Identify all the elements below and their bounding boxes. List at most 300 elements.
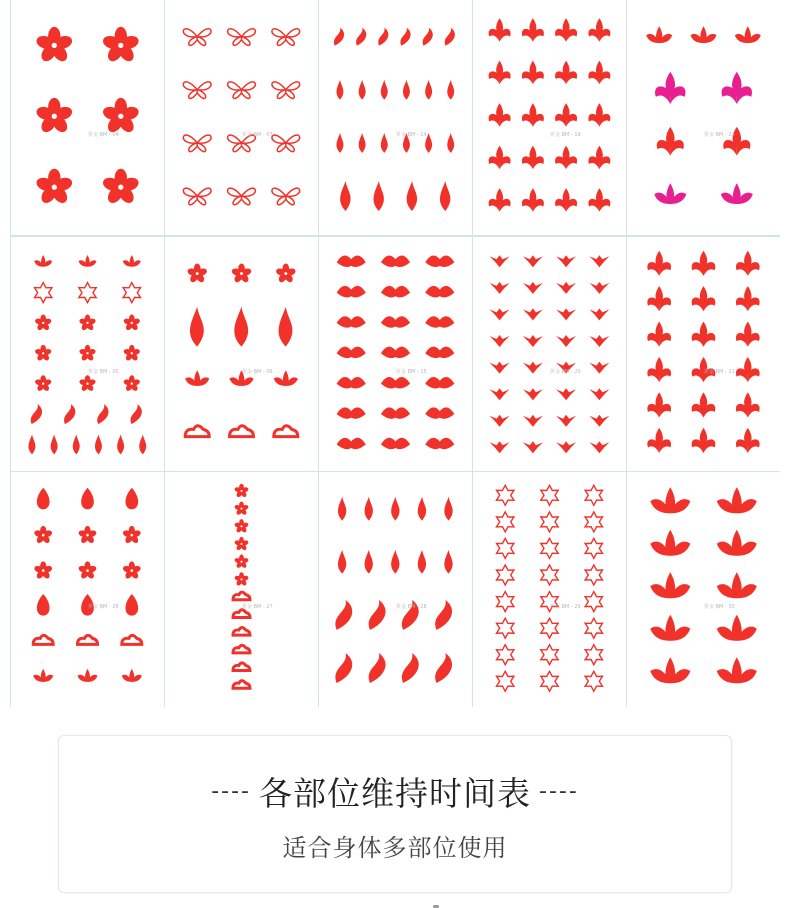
sheet-code: 折金 BM - 30 — [704, 604, 735, 611]
flower5-icon — [35, 98, 74, 135]
swirl-icon — [369, 653, 386, 683]
sheet-code: 折金 BM - 19 — [550, 132, 581, 138]
crown-icon — [490, 335, 510, 347]
swirl-icon — [445, 28, 455, 46]
swirl-icon — [423, 28, 433, 46]
butterfly-icon — [228, 29, 256, 46]
fleur-icon — [736, 357, 760, 382]
drop-icon — [125, 594, 138, 616]
flower5-icon — [34, 314, 52, 331]
scallop-icon — [337, 316, 366, 328]
fleur-icon — [555, 61, 577, 84]
tattoo-sheet — [165, 472, 318, 707]
swirl-icon — [64, 404, 75, 424]
sheet-code: 折金 BM - 05 — [88, 368, 119, 375]
flame-icon — [381, 133, 388, 153]
tattoo-sheet — [165, 237, 318, 472]
scallop-icon — [425, 346, 454, 358]
cloud-icon — [233, 628, 250, 636]
lotus-icon — [717, 657, 757, 683]
star-icon — [497, 512, 514, 532]
flame-icon — [359, 133, 366, 153]
scallop-icon — [381, 286, 410, 298]
flower5-icon — [123, 344, 141, 361]
lotus-icon — [122, 669, 142, 682]
fleur-icon — [736, 392, 760, 417]
sheet-artwork — [165, 472, 318, 707]
crown-icon — [523, 281, 543, 293]
butterfly-icon — [272, 135, 300, 152]
crown-icon — [490, 414, 510, 426]
flame-icon — [337, 133, 344, 153]
star-icon — [541, 512, 558, 532]
flame-icon — [340, 181, 350, 211]
crown-icon — [523, 335, 543, 347]
fleur-icon — [655, 72, 685, 104]
flower5-icon — [35, 27, 74, 64]
lotus-icon — [654, 183, 686, 204]
swirl-icon — [402, 653, 419, 683]
drop-icon — [125, 488, 138, 510]
butterfly-icon — [228, 82, 256, 99]
sheet-artwork — [627, 237, 780, 472]
flower5-icon — [101, 98, 140, 135]
star-icon — [585, 592, 602, 612]
lotus-icon — [717, 572, 757, 598]
sheet-code: 折金 BM - 15 — [396, 368, 427, 375]
cloud-icon — [233, 645, 250, 653]
star-icon — [497, 671, 514, 691]
cloud-icon — [185, 425, 209, 436]
flower5-icon — [79, 344, 97, 361]
butterfly-icon — [272, 82, 300, 99]
info-card — [58, 735, 732, 893]
flame-icon — [418, 550, 426, 574]
flame-icon — [139, 434, 146, 454]
crown-icon — [556, 388, 576, 400]
star-icon — [35, 282, 52, 302]
flower5-icon — [34, 344, 52, 361]
crown-icon — [556, 308, 576, 320]
swirl-icon — [400, 28, 410, 46]
sheet-code: 折金 BM - 27 — [242, 604, 273, 611]
lotus-icon — [735, 26, 761, 43]
sheet-code: 折金 BM - 14 — [396, 132, 427, 138]
flame-icon — [391, 550, 399, 574]
star-icon — [541, 618, 558, 638]
sheet-artwork — [165, 0, 318, 235]
flower5-icon — [33, 562, 52, 581]
fleur-icon — [522, 103, 544, 126]
flower5-icon — [234, 484, 249, 498]
tattoo-sheet — [11, 0, 164, 235]
crown-icon — [589, 388, 609, 400]
crown-icon — [556, 414, 576, 426]
flower5-icon — [78, 526, 97, 545]
fleur-icon — [522, 61, 544, 84]
tattoo-sheet — [473, 472, 626, 707]
star-icon — [497, 592, 514, 612]
lotus-icon — [274, 370, 298, 386]
sheet-artwork — [473, 237, 626, 472]
sheet-artwork — [473, 0, 626, 235]
swirl-icon — [378, 28, 388, 46]
sheet-code: 折金 BM - 28 — [396, 604, 427, 611]
star-icon — [79, 282, 96, 302]
title-dash-right: ---- — [539, 778, 579, 804]
cloud-icon — [274, 425, 298, 436]
scallop-icon — [425, 255, 454, 267]
star-icon — [123, 282, 140, 302]
tattoo-sheet — [627, 472, 780, 707]
fleur-icon — [489, 103, 511, 126]
crown-icon — [523, 255, 543, 267]
flower5-icon — [231, 263, 252, 283]
fleur-icon — [736, 286, 760, 311]
fleur-icon — [489, 188, 511, 211]
fleur-icon — [489, 18, 511, 41]
flame-icon — [444, 497, 452, 521]
lotus-icon — [650, 615, 690, 641]
scallop-icon — [381, 316, 410, 328]
lotus-icon — [717, 487, 757, 513]
tattoo-sheet — [319, 472, 472, 707]
flame-icon — [444, 550, 452, 574]
flame-icon — [234, 306, 248, 346]
flame-icon — [374, 181, 384, 211]
crown-icon — [589, 308, 609, 320]
fleur-icon — [588, 103, 610, 126]
fleur-icon — [692, 321, 716, 346]
flame-icon — [29, 434, 36, 454]
fleur-icon — [647, 427, 671, 452]
sheet-code: 折金 BM - 04 — [88, 132, 119, 138]
flower5-icon — [122, 526, 141, 545]
lotus-icon — [717, 530, 757, 556]
cloud-icon — [233, 592, 250, 600]
lotus-icon — [691, 26, 717, 43]
crown-icon — [556, 281, 576, 293]
flower5-icon — [79, 375, 97, 392]
scallop-icon — [337, 407, 366, 419]
lotus-icon — [78, 669, 98, 682]
star-icon — [497, 485, 514, 505]
flower5-icon — [122, 562, 141, 581]
scallop-icon — [381, 377, 410, 389]
star-icon — [585, 565, 602, 585]
flame-icon — [279, 306, 293, 346]
sheet-code: 折金 BM - 26 — [88, 604, 119, 611]
scallop-icon — [425, 437, 454, 449]
sheet-artwork — [165, 237, 318, 472]
sheet-artwork — [319, 237, 472, 472]
butterfly-icon — [183, 188, 211, 205]
cloud-icon — [33, 636, 53, 645]
flower5-icon — [234, 502, 249, 516]
fleur-icon — [647, 250, 671, 275]
crown-icon — [523, 441, 543, 453]
fleur-icon — [692, 250, 716, 275]
scallop-icon — [381, 437, 410, 449]
fleur-icon — [692, 392, 716, 417]
scallop-icon — [381, 407, 410, 419]
star-icon — [585, 485, 602, 505]
flame-icon — [359, 80, 366, 100]
fleur-icon — [522, 188, 544, 211]
crown-icon — [556, 255, 576, 267]
fleur-icon — [692, 286, 716, 311]
lotus-icon — [123, 255, 141, 267]
sheet-artwork — [319, 472, 472, 707]
crown-icon — [490, 441, 510, 453]
fleur-icon — [555, 188, 577, 211]
star-icon — [585, 645, 602, 665]
butterfly-icon — [183, 82, 211, 99]
tattoo-sheet — [11, 472, 164, 707]
flame-icon — [381, 80, 388, 100]
scallop-icon — [337, 437, 366, 449]
title-dash-left: ---- — [211, 778, 251, 804]
flower5-icon — [234, 519, 249, 533]
lotus-icon — [717, 615, 757, 641]
sheet-artwork — [11, 472, 164, 707]
flower5-icon — [234, 537, 249, 551]
star-icon — [585, 671, 602, 691]
swirl-icon — [435, 600, 452, 630]
crown-icon — [589, 255, 609, 267]
star-icon — [585, 618, 602, 638]
flower5-icon — [78, 562, 97, 581]
flower5-icon — [35, 169, 74, 206]
sheet-artwork — [473, 472, 626, 707]
butterfly-icon — [272, 188, 300, 205]
lotus-icon — [650, 657, 690, 683]
fleur-icon — [588, 61, 610, 84]
crown-icon — [523, 414, 543, 426]
star-icon — [497, 565, 514, 585]
scallop-icon — [337, 377, 366, 389]
flower5-icon — [34, 375, 52, 392]
sheet-artwork — [11, 237, 164, 472]
flower5-icon — [33, 526, 52, 545]
sheet-code: 折金 BM - 06 — [242, 368, 273, 375]
fleur-icon — [588, 18, 610, 41]
lotus-icon — [721, 183, 753, 204]
butterfly-icon — [228, 188, 256, 205]
crown-icon — [523, 308, 543, 320]
flame-icon — [425, 80, 432, 100]
tattoo-sheet — [319, 0, 472, 235]
butterfly-icon — [272, 29, 300, 46]
flower5-icon — [101, 27, 140, 64]
fleur-icon — [722, 72, 752, 104]
fleur-icon — [588, 188, 610, 211]
fleur-icon — [588, 146, 610, 169]
flame-icon — [447, 133, 454, 153]
tattoo-sheet-grid — [10, 0, 780, 707]
lotus-icon — [650, 530, 690, 556]
sheet-code: 折金 BM - 07 — [242, 132, 273, 138]
flower5-icon — [187, 263, 208, 283]
flower5-icon — [123, 375, 141, 392]
sheet-code: 折金 BM - 21 — [704, 368, 735, 375]
flame-icon — [407, 181, 417, 211]
sheet-artwork — [627, 0, 780, 235]
cloud-icon — [233, 610, 250, 618]
crown-icon — [523, 388, 543, 400]
sheet-artwork — [627, 472, 780, 707]
scallop-icon — [337, 255, 366, 267]
flame-icon — [95, 434, 102, 454]
swirl-icon — [369, 600, 386, 630]
flower5-icon — [234, 572, 249, 586]
tattoo-sheet — [627, 237, 780, 472]
star-icon — [497, 539, 514, 559]
sheet-artwork — [11, 0, 164, 235]
crown-icon — [490, 308, 510, 320]
swirl-icon — [131, 404, 142, 424]
swirl-icon — [335, 600, 352, 630]
butterfly-icon — [183, 135, 211, 152]
flame-icon — [117, 434, 124, 454]
fleur-icon — [647, 286, 671, 311]
flower5-icon — [79, 314, 97, 331]
star-icon — [541, 671, 558, 691]
star-icon — [541, 645, 558, 665]
crown-icon — [589, 414, 609, 426]
star-icon — [541, 565, 558, 585]
scallop-icon — [337, 346, 366, 358]
tattoo-sheet — [319, 237, 472, 472]
lotus-icon — [79, 255, 97, 267]
butterfly-icon — [183, 29, 211, 46]
star-icon — [585, 539, 602, 559]
flame-icon — [418, 497, 426, 521]
swirl-icon — [356, 28, 366, 46]
swirl-icon — [97, 404, 108, 424]
star-icon — [497, 645, 514, 665]
card-title: 各部位维持时间表 — [259, 773, 531, 813]
crown-icon — [556, 335, 576, 347]
lotus-icon — [33, 669, 53, 682]
swirl-icon — [335, 653, 352, 683]
fleur-icon — [647, 357, 671, 382]
flame-icon — [403, 80, 410, 100]
fleur-icon — [647, 392, 671, 417]
fleur-icon — [489, 61, 511, 84]
crown-icon — [589, 361, 609, 373]
scallop-icon — [425, 407, 454, 419]
cloud-icon — [122, 636, 142, 645]
drop-icon — [37, 594, 50, 616]
tattoo-sheet — [473, 0, 626, 235]
drop-icon — [81, 488, 94, 510]
flower5-icon — [101, 169, 140, 206]
flame-icon — [365, 497, 373, 521]
fleur-icon — [522, 18, 544, 41]
fleur-icon — [692, 427, 716, 452]
sheet-code: 折金 BM - 29 — [550, 604, 581, 611]
star-icon — [541, 539, 558, 559]
scallop-icon — [425, 286, 454, 298]
lotus-icon — [646, 26, 672, 43]
scallop-icon — [337, 286, 366, 298]
flame-icon — [440, 181, 450, 211]
star-icon — [541, 485, 558, 505]
scallop-icon — [425, 316, 454, 328]
fleur-icon — [736, 250, 760, 275]
scallop-icon — [381, 255, 410, 267]
flame-icon — [447, 80, 454, 100]
lotus-icon — [650, 487, 690, 513]
scallop-icon — [381, 346, 410, 358]
card-subtitle: 适合身体多部位使用 — [282, 834, 508, 862]
flower5-icon — [234, 555, 249, 569]
flame-icon — [365, 550, 373, 574]
tattoo-sheet — [165, 0, 318, 235]
fleur-icon — [736, 321, 760, 346]
crown-icon — [589, 441, 609, 453]
flower5-icon — [275, 263, 296, 283]
crown-icon — [490, 255, 510, 267]
fleur-icon — [555, 103, 577, 126]
lotus-icon — [650, 572, 690, 598]
tattoo-sheet — [473, 237, 626, 472]
fleur-icon — [657, 127, 684, 156]
crown-icon — [490, 361, 510, 373]
swirl-icon — [435, 653, 452, 683]
cloud-icon — [230, 425, 254, 436]
sheet-code: 折金 BM - 20 — [550, 368, 581, 375]
cloud-icon — [233, 663, 250, 671]
sheet-code: 折金 BM - 22 — [704, 132, 735, 138]
fleur-icon — [736, 427, 760, 452]
fleur-icon — [555, 146, 577, 169]
fleur-icon — [489, 146, 511, 169]
swirl-icon — [334, 28, 344, 46]
crown-icon — [523, 361, 543, 373]
flame-icon — [190, 306, 204, 346]
scallop-icon — [425, 377, 454, 389]
flame-icon — [337, 80, 344, 100]
flame-icon — [391, 497, 399, 521]
star-icon — [497, 618, 514, 638]
tattoo-sheet — [11, 237, 164, 472]
crown-icon — [490, 388, 510, 400]
drop-icon — [37, 488, 50, 510]
flame-icon — [51, 434, 58, 454]
flower5-icon — [123, 314, 141, 331]
flame-icon — [73, 434, 80, 454]
flame-icon — [338, 550, 346, 574]
fleur-icon — [647, 321, 671, 346]
crown-icon — [589, 335, 609, 347]
fleur-icon — [555, 18, 577, 41]
lotus-icon — [185, 370, 209, 386]
cloud-icon — [233, 681, 250, 689]
lotus-icon — [34, 255, 52, 267]
cloud-icon — [78, 636, 98, 645]
card-title-row — [59, 766, 731, 816]
fleur-icon — [522, 146, 544, 169]
swirl-icon — [31, 404, 42, 424]
flame-icon — [338, 497, 346, 521]
sheet-artwork — [319, 0, 472, 235]
crown-icon — [589, 281, 609, 293]
crown-icon — [556, 441, 576, 453]
star-icon — [585, 512, 602, 532]
tattoo-sheet — [627, 0, 780, 235]
